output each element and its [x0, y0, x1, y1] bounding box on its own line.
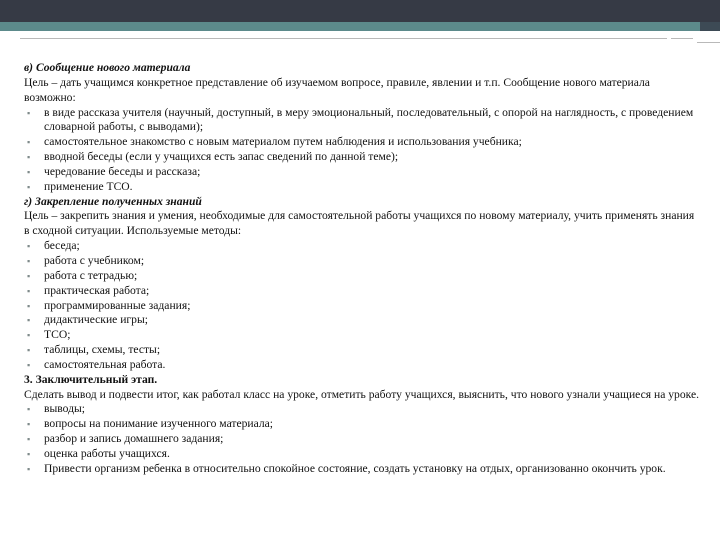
list-item — [24, 180, 700, 195]
list-item — [24, 402, 700, 417]
section-3-intro: Сделать вывод и подвести итог, как работал класс на уроке, отметить работу учащихся, выяснить, что нового узнали учащиеся на уроке. — [24, 387, 700, 401]
list-item-text: ТСО; — [44, 328, 71, 342]
bullet-icon: ▪ — [27, 137, 31, 148]
section-v-heading: в) Сообщение нового материала — [24, 61, 191, 74]
section-v-intro: Цель – дать учащимся конкретное представление об изучаемом вопросе, правиле, явлении и т.п. Сообщение нового материала возможно: — [24, 75, 650, 104]
bullet-icon: ▪ — [27, 463, 31, 474]
list-item — [24, 432, 700, 447]
list-item — [24, 313, 700, 328]
list-item — [24, 106, 700, 136]
list-item-text: выводы; — [44, 402, 86, 416]
bullet-icon: ▪ — [27, 107, 31, 118]
bullet-icon: ▪ — [27, 404, 31, 415]
section-3-heading: 3. Заключительный этап. — [24, 372, 158, 386]
bullet-icon: ▪ — [27, 434, 31, 445]
header-rule-right — [697, 42, 720, 43]
bullet-icon: ▪ — [27, 152, 31, 163]
list-item-text: дидактические игры; — [44, 313, 148, 327]
bullet-icon: ▪ — [27, 255, 31, 266]
list-item — [24, 239, 700, 254]
bullet-icon: ▪ — [27, 330, 31, 341]
bullet-icon: ▪ — [27, 359, 31, 370]
bullet-icon: ▪ — [27, 270, 31, 281]
list-item — [24, 269, 700, 284]
list-item-text: таблицы, схемы, тесты; — [44, 343, 161, 357]
list-item — [24, 254, 700, 269]
list-item-text: самостоятельная работа. — [44, 357, 166, 371]
list-item-text: работа с учебником; — [44, 253, 145, 267]
list-item — [24, 358, 700, 373]
list-item — [24, 417, 700, 432]
slide-body — [24, 61, 700, 477]
section-g-list — [24, 239, 700, 373]
accent-band — [0, 22, 700, 31]
list-item-text: программированные задания; — [44, 298, 191, 312]
bullet-icon: ▪ — [27, 285, 31, 296]
list-item-text: в виде рассказа учителя (научный, доступный, в меру эмоциональный, последовательный, с опорой на наглядность, с проведением словарной работы, с выводами); — [44, 105, 694, 134]
top-dark-band — [0, 0, 720, 22]
list-item-text: вопросы на понимание изученного материала; — [44, 417, 274, 431]
list-item — [24, 165, 700, 180]
list-item — [24, 150, 700, 165]
list-item-text: вводной беседы (если у учащихся есть запас сведений по данной теме); — [44, 150, 399, 164]
list-item-text: работа с тетрадью; — [44, 268, 138, 282]
bullet-icon: ▪ — [27, 241, 31, 252]
accent-band-corner — [700, 22, 720, 31]
list-item — [24, 462, 700, 477]
list-item — [24, 328, 700, 343]
bullet-icon: ▪ — [27, 448, 31, 459]
list-item-text: оценка работы учащихся. — [44, 446, 170, 460]
list-item — [24, 299, 700, 314]
bullet-icon: ▪ — [27, 300, 31, 311]
list-item-text: самостоятельное знакомство с новым материалом путем наблюдения и использования учебника; — [44, 135, 522, 149]
list-item-text: разбор и запись домашнего задания; — [44, 432, 224, 446]
bullet-icon: ▪ — [27, 181, 31, 192]
list-item-text: Привести организм ребенка в относительно спокойное состояние, создать установку на отдых, организованно окончить урок. — [44, 461, 666, 475]
list-item — [24, 135, 700, 150]
section-g-heading: г) Закрепление полученных знаний — [24, 194, 202, 208]
list-item-text: беседа; — [44, 239, 80, 253]
header-rule — [20, 38, 667, 39]
section-v-list — [24, 106, 700, 195]
list-item-text: чередование беседы и рассказа; — [44, 164, 201, 178]
section-3-list — [24, 402, 700, 476]
header-rule-short — [671, 38, 693, 39]
section-g-intro: Цель – закрепить знания и умения, необходимые для самостоятельной работы учащихся по новому материалу, учить применять знания в сходной ситуации. Используемые методы: — [24, 209, 695, 238]
bullet-icon: ▪ — [27, 315, 31, 326]
list-item-text: применение ТСО. — [44, 179, 133, 193]
list-item — [24, 343, 700, 358]
list-item — [24, 284, 700, 299]
bullet-icon: ▪ — [27, 419, 31, 430]
list-item-text: практическая работа; — [44, 283, 150, 297]
bullet-icon: ▪ — [27, 345, 31, 356]
list-item — [24, 447, 700, 462]
bullet-icon: ▪ — [27, 166, 31, 177]
